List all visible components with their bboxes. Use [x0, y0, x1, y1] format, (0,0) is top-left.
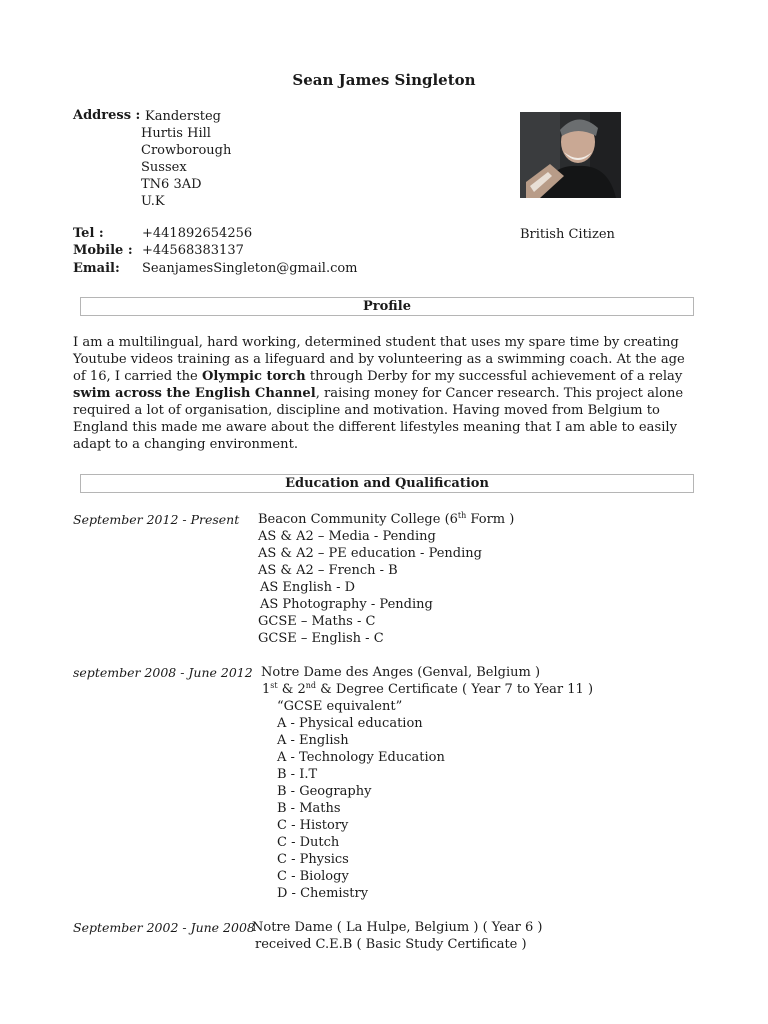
address-line: Kandersteg	[145, 109, 221, 124]
profile-photo-image	[520, 112, 621, 198]
grade-item: A - Physical education	[277, 716, 423, 731]
education-school	[258, 512, 514, 527]
grade-item: D - Chemistry	[277, 886, 369, 901]
profile-heading: Profile	[80, 297, 694, 316]
email-value[interactable]: SeanjamesSingleton@gmail.com	[142, 261, 358, 276]
qualification-item: AS English - D	[260, 580, 356, 595]
profile-highlight: swim across the English Channel	[73, 386, 316, 401]
profile-text-part: I am a multilingual, hard working, determined student that uses my spare time by creating Youtube videos training as a lifeguard and by volunteering as a swimming coach. At the age of 16, I carried the	[73, 335, 685, 384]
education-date: September 2002 - June 2008	[73, 920, 255, 935]
address-line: U.K	[141, 194, 165, 209]
education-certificate: 1st & 2nd & Degree Certificate ( Year 7 to Year 11 )	[262, 681, 594, 697]
education-school: Notre Dame des Anges (Genval, Belgium )	[261, 665, 541, 680]
education-date: september 2008 - June 2012	[73, 665, 253, 680]
grade-item: C - Dutch	[277, 835, 340, 850]
address-line: TN6 3AD	[141, 177, 202, 192]
mobile-value[interactable]: +44568383137	[142, 243, 244, 258]
school-name: Beacon Community College (6	[258, 512, 458, 527]
qualification-item: AS & A2 – French - B	[258, 563, 398, 578]
grade-item: B - Geography	[277, 784, 372, 799]
page-title: Sean James Singleton	[292, 71, 476, 89]
address-line: Crowborough	[141, 143, 232, 158]
mobile-label: Mobile :	[73, 243, 133, 258]
education-detail: received C.E.B ( Basic Study Certificate )	[255, 937, 527, 952]
school-name-end: Form )	[466, 512, 515, 527]
tel-value[interactable]: +441892654256	[142, 226, 253, 241]
grade-item: C - History	[277, 818, 349, 833]
profile-text-part: , raising money for Cancer research. This project alone required a lot of organisation, discipline and motivation. Having moved from Belgium to England this made me aware about the different lifestyles meaning that I am able to easily adapt to a changing environment.	[73, 386, 684, 452]
email-label: Email:	[73, 261, 120, 276]
education-school: Notre Dame ( La Hulpe, Belgium ) ( Year 6 )	[252, 920, 543, 935]
grade-item: B - Maths	[277, 801, 341, 816]
school-sup: th	[457, 511, 467, 520]
grade-item: A - English	[277, 733, 349, 748]
qualification-item: AS Photography - Pending	[260, 597, 433, 612]
qualification-item: AS & A2 – PE education - Pending	[258, 546, 482, 561]
qualification-item: AS & A2 – Media - Pending	[258, 529, 436, 544]
citizenship: British Citizen	[520, 227, 615, 242]
tel-label: Tel :	[73, 226, 104, 241]
education-heading: Education and Qualification	[80, 474, 694, 493]
grade-item: C - Physics	[277, 852, 349, 867]
address-label: Address :	[73, 108, 141, 123]
education-date: September 2012 - Present	[73, 512, 240, 527]
address-line: Hurtis Hill	[141, 126, 211, 141]
qualification-item: GCSE – Maths - C	[258, 614, 376, 629]
profile-text-part: through Derby for my successful achievement of a relay	[305, 369, 683, 384]
qualification-item: GCSE – English - C	[258, 631, 384, 646]
grade-item: A - Technology Education	[277, 750, 445, 765]
grade-item: C - Biology	[277, 869, 349, 884]
grade-item: B - I.T	[277, 767, 318, 782]
profile-photo	[520, 112, 621, 198]
education-note: “GCSE equivalent”	[277, 699, 403, 714]
address-line: Sussex	[141, 160, 187, 175]
profile-highlight: Olympic torch	[201, 369, 306, 384]
profile-text	[73, 334, 695, 453]
